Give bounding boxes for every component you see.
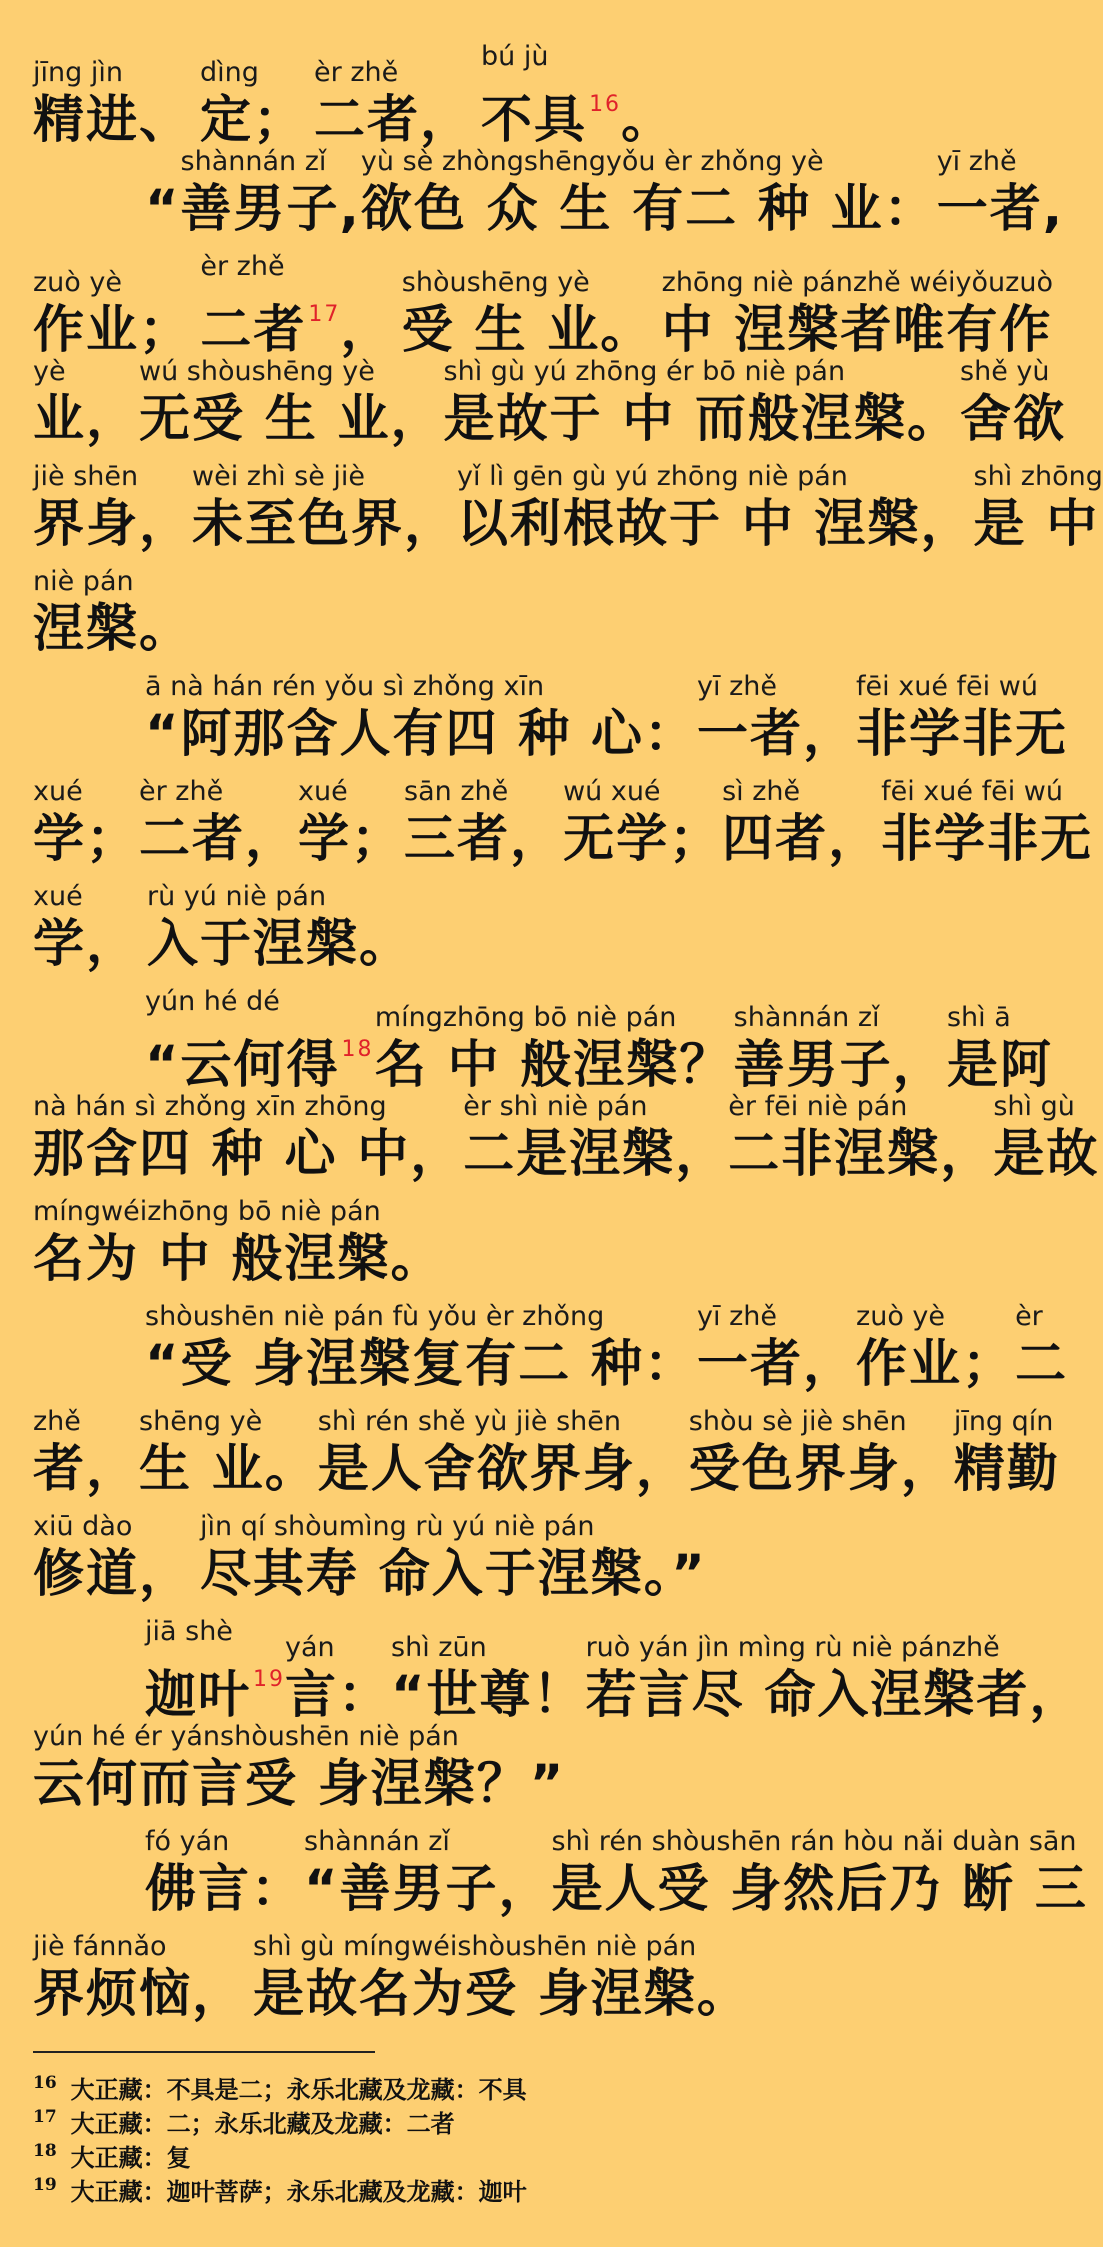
hanzi — [33, 1964, 245, 2026]
hanzi-text: 尽其寿 命入于涅槃。” — [200, 1545, 707, 1604]
hanzi-text: 学； — [298, 810, 405, 869]
footnote-marker[interactable]: 19 — [253, 1667, 286, 1692]
text-line — [145, 985, 1053, 1097]
hanzi — [463, 1124, 728, 1186]
footnote-text: 大正藏：二；永乐北藏及龙藏：二者 — [70, 2109, 455, 2138]
hanzi — [960, 389, 1066, 451]
hanzi-text: 生 业。 — [139, 1440, 318, 1499]
word-group — [947, 1001, 1053, 1097]
hanzi — [145, 1334, 697, 1396]
hanzi — [856, 1334, 1015, 1396]
word-group — [33, 880, 139, 976]
hanzi — [318, 1439, 689, 1501]
text-line — [145, 145, 1065, 241]
footnote-number: 17 — [33, 2107, 57, 2127]
pinyin: yī zhě — [697, 671, 777, 702]
word-group — [139, 775, 298, 871]
word-group — [304, 1825, 552, 1921]
word-group — [285, 1631, 391, 1727]
hanzi-text: 二者， — [314, 91, 474, 150]
pinyin: yè — [33, 356, 66, 387]
pinyin: yán — [285, 1632, 335, 1663]
hanzi — [145, 179, 181, 241]
hanzi-text: 二者 — [200, 301, 307, 360]
hanzi — [954, 1439, 1060, 1501]
pinyin: shì rén shòushēn rán hòu nǎi duàn sān — [551, 1826, 1077, 1857]
hanzi-text: 修道， — [33, 1545, 193, 1604]
pinyin: dìng — [200, 57, 259, 88]
hanzi-text: 是故于 中 而般涅槃。 — [443, 390, 961, 449]
hanzi-text: 舍欲 — [960, 390, 1067, 449]
pinyin: wú xué — [563, 776, 661, 807]
pinyin: yǐ lì gēn gù yú zhōng niè pán — [457, 461, 848, 492]
word-group — [728, 1090, 993, 1186]
word-group — [145, 670, 697, 766]
text-line — [33, 250, 1053, 362]
word-group — [33, 1195, 444, 1291]
word-group — [145, 1825, 304, 1921]
word-group — [563, 775, 722, 871]
hanzi-text: 不具 — [481, 91, 588, 150]
hanzi-text: 受色界身， — [688, 1440, 954, 1499]
hanzi-text: 界身， — [33, 495, 193, 554]
pinyin: xué — [33, 776, 83, 807]
hanzi-text: 二非涅槃， — [728, 1125, 994, 1184]
word-group — [145, 985, 374, 1097]
hanzi — [563, 809, 722, 871]
word-group — [318, 1405, 689, 1501]
hanzi-text: “云何得 — [145, 1036, 340, 1095]
word-group — [586, 1631, 1083, 1727]
hanzi — [200, 284, 393, 362]
pinyin: jīng jìn — [33, 57, 123, 88]
hanzi-text: “阿那含人有四 种 心： — [145, 705, 698, 764]
text-line — [145, 1615, 1083, 1727]
footnote-marker[interactable]: 18 — [341, 1037, 374, 1062]
pinyin: sì zhě — [722, 776, 801, 807]
hanzi-text: 是故 — [993, 1125, 1100, 1184]
pinyin: èr shì niè pán — [463, 1091, 648, 1122]
word-group — [145, 1615, 285, 1727]
hanzi — [145, 1019, 374, 1097]
word-group — [697, 670, 856, 766]
text-line — [33, 1720, 1053, 1816]
hanzi-text: 言： — [285, 1666, 392, 1725]
word-group — [139, 1405, 318, 1501]
footnote-number: 19 — [33, 2175, 57, 2195]
pinyin: zhě — [33, 1406, 81, 1437]
hanzi — [33, 300, 192, 362]
hanzi — [139, 1439, 318, 1501]
word-group — [33, 1510, 192, 1606]
hanzi-text: 是人受 身然后乃 断 三 — [551, 1860, 1088, 1919]
pinyin: nà hán sì zhǒng xīn zhōng — [33, 1091, 387, 1122]
word-group — [33, 266, 192, 362]
word-group — [881, 775, 1093, 871]
hanzi — [391, 1665, 586, 1727]
hanzi-text: 名为 中 般涅槃。 — [33, 1230, 444, 1289]
pinyin: yī zhě — [697, 1301, 777, 1332]
pinyin: èr fēi niè pán — [728, 1091, 908, 1122]
hanzi-text: 一者, — [936, 180, 1065, 239]
hanzi-text: 受 生 业。 — [401, 301, 654, 360]
hanzi-text: 善男子， — [733, 1036, 946, 1095]
pinyin: fēi xué fēi wú — [856, 671, 1038, 702]
text-line — [145, 1300, 1069, 1396]
word-group — [697, 1300, 856, 1396]
hanzi — [402, 300, 654, 362]
word-group — [960, 355, 1066, 451]
hanzi-text: 善男子, — [180, 180, 361, 239]
hanzi-text: 三者， — [404, 810, 564, 869]
pinyin: sān zhě — [404, 776, 509, 807]
hanzi — [33, 494, 192, 556]
word-group — [457, 460, 974, 556]
hanzi-text: 是人舍欲界身， — [317, 1440, 689, 1499]
pinyin: xué — [33, 881, 83, 912]
hanzi — [552, 1859, 1088, 1921]
footnote-divider — [33, 2051, 375, 2053]
footnote-text: 大正藏：复 — [70, 2143, 191, 2172]
text-line — [33, 880, 1053, 976]
hanzi — [722, 809, 881, 871]
hanzi — [947, 1035, 1053, 1097]
hanzi — [993, 1124, 1099, 1186]
hanzi — [200, 90, 306, 152]
hanzi — [304, 1859, 552, 1921]
hanzi — [734, 1035, 946, 1097]
text-line — [33, 355, 1067, 451]
word-group — [253, 1930, 750, 2026]
hanzi-text: 二 — [1015, 1335, 1069, 1394]
pinyin: zuò yè — [856, 1301, 946, 1332]
hanzi — [33, 599, 192, 661]
hanzi — [200, 1544, 707, 1606]
hanzi — [139, 809, 298, 871]
pinyin: shì ā — [946, 1002, 1011, 1033]
text-line — [33, 1930, 1053, 2026]
hanzi-text: 无受 生 业， — [139, 390, 444, 449]
pinyin: jiè shēn — [33, 461, 139, 492]
word-group — [298, 775, 404, 871]
word-group — [552, 1825, 1088, 1921]
word-group — [200, 56, 306, 152]
word-group — [689, 1405, 954, 1501]
pinyin: shòushēn niè pán fù yǒu èr zhǒng — [145, 1301, 605, 1332]
word-group — [444, 355, 961, 451]
hanzi-text: 未至色界， — [192, 495, 458, 554]
word-group — [1015, 1300, 1068, 1396]
word-group — [200, 1510, 707, 1606]
pinyin: xiū dào — [33, 1511, 133, 1542]
hanzi — [662, 300, 1053, 362]
pinyin: shì zūn — [391, 1632, 487, 1663]
hanzi-text: 精勤 — [953, 1440, 1060, 1499]
hanzi-text: 者， — [33, 1440, 140, 1499]
footnote-text: 大正藏：不具是二；永乐北藏及龙藏：不具 — [70, 2075, 527, 2104]
hanzi — [298, 809, 404, 871]
word-group — [361, 145, 937, 241]
pinyin: shì zhōng — [973, 461, 1103, 492]
hanzi-text: 迦叶 — [145, 1666, 252, 1725]
punctuation: 。 — [621, 91, 675, 150]
hanzi-text: “世尊！ — [391, 1666, 586, 1725]
text-line — [33, 1195, 1053, 1291]
pinyin: fó yán — [145, 1826, 230, 1857]
hanzi — [586, 1665, 1083, 1727]
footnote-marker[interactable]: 17 — [308, 302, 341, 327]
hanzi — [192, 494, 457, 556]
pinyin: shòushēng yè — [401, 267, 590, 298]
hanzi-text: “受 身涅槃复有二 种： — [145, 1335, 698, 1394]
footnote-number: 18 — [33, 2141, 57, 2161]
hanzi-text: 作业； — [33, 301, 193, 360]
pinyin: yún hé ér yánshòushēn niè pán — [33, 1721, 459, 1752]
pinyin: yù sè zhòngshēngyǒu èr zhǒng yè — [360, 146, 824, 177]
hanzi-text: 作业； — [856, 1335, 1016, 1394]
word-group — [722, 775, 881, 871]
pinyin: zuò yè — [33, 267, 122, 298]
hanzi — [145, 1859, 304, 1921]
pinyin: zhōng niè pánzhě wéiyǒuzuò — [661, 267, 1053, 298]
punctuation: ， — [340, 301, 394, 360]
word-group — [954, 1405, 1060, 1501]
hanzi — [253, 1964, 750, 2026]
text-line — [33, 775, 1094, 871]
pinyin: shòu sè jiè shēn — [688, 1406, 907, 1437]
word-group — [192, 460, 457, 556]
hanzi — [145, 1649, 285, 1727]
hanzi-text: 非学非无 — [881, 810, 1094, 869]
word-group — [139, 355, 444, 451]
word-group — [147, 880, 412, 976]
word-group — [145, 1300, 697, 1396]
word-group — [314, 56, 473, 152]
text-line — [145, 1825, 1088, 1921]
hanzi — [147, 914, 412, 976]
pinyin: shēng yè — [139, 1406, 263, 1437]
hanzi-text: 佛言： — [145, 1860, 305, 1919]
hanzi-text: 业， — [33, 390, 140, 449]
hanzi — [139, 389, 444, 451]
hanzi-text: 无学； — [563, 810, 723, 869]
hanzi — [856, 704, 1068, 766]
pinyin: míngzhōng bō niè pán — [374, 1002, 677, 1033]
pinyin: jiā shè — [145, 1616, 233, 1647]
hanzi-text: “善男子， — [304, 1860, 552, 1919]
hanzi-text: 一者， — [697, 1335, 857, 1394]
pinyin: shì rén shě yù jiè shēn — [317, 1406, 622, 1437]
word-group — [404, 775, 563, 871]
hanzi — [689, 1439, 954, 1501]
hanzi-text: 四者， — [722, 810, 882, 869]
text-line — [33, 1090, 1100, 1186]
pinyin: shì gù yú zhōng ér bō niè pán — [443, 356, 846, 387]
hanzi-text: 定； — [200, 91, 307, 150]
hanzi-text: 那含四 种 心 中， — [33, 1125, 464, 1184]
hanzi — [33, 1754, 565, 1816]
text-line — [33, 460, 1103, 556]
hanzi — [33, 90, 192, 152]
pinyin: fēi xué fēi wú — [881, 776, 1063, 807]
word-group — [856, 670, 1068, 766]
hanzi — [697, 1334, 856, 1396]
hanzi — [33, 914, 139, 976]
hanzi-text: 是故名为受 身涅槃。 — [253, 1965, 750, 2024]
pinyin: shě yù — [960, 356, 1050, 387]
word-group — [402, 266, 654, 362]
pinyin: èr zhě — [314, 57, 399, 88]
text-line — [33, 1510, 1053, 1606]
word-group — [33, 460, 192, 556]
text-line — [33, 1405, 1060, 1501]
hanzi-text: 以利根故于 中 涅槃， — [457, 495, 974, 554]
hanzi-text: 界烦恼， — [33, 1965, 246, 2024]
pinyin: rù yú niè pán — [147, 881, 327, 912]
hanzi — [481, 74, 674, 152]
hanzi — [697, 704, 856, 766]
hanzi — [375, 1035, 733, 1097]
pinyin: shànnán zǐ — [180, 146, 327, 177]
hanzi-text: “ — [145, 180, 181, 239]
word-group — [463, 1090, 728, 1186]
hanzi — [181, 179, 361, 241]
word-group — [662, 266, 1053, 362]
word-group — [33, 565, 192, 661]
word-group — [200, 250, 393, 362]
hanzi — [1015, 1334, 1068, 1396]
pinyin: wú shòushēng yè — [139, 356, 375, 387]
pinyin: wèi zhì sè jiè — [192, 461, 366, 492]
pinyin: bú jù — [481, 41, 549, 72]
hanzi-text: 非学非无 — [856, 705, 1069, 764]
footnote-marker[interactable]: 16 — [589, 92, 622, 117]
pinyin: xué — [298, 776, 348, 807]
word-group — [33, 1930, 245, 2026]
hanzi-text: 入于涅槃。 — [147, 915, 413, 974]
pinyin: shì gù — [993, 1091, 1075, 1122]
hanzi-text: 一者， — [697, 705, 857, 764]
word-group — [33, 1090, 463, 1186]
word-group — [391, 1631, 586, 1727]
hanzi — [285, 1665, 391, 1727]
hanzi — [937, 179, 1064, 241]
hanzi-text: 精进、 — [33, 91, 193, 150]
hanzi-text: 若言尽 命入涅槃者， — [585, 1666, 1083, 1725]
pinyin: niè pán — [33, 566, 134, 597]
hanzi — [881, 809, 1093, 871]
hanzi — [33, 1229, 444, 1291]
word-group — [937, 145, 1064, 241]
hanzi — [33, 389, 139, 451]
word-group — [181, 145, 361, 241]
hanzi — [404, 809, 563, 871]
hanzi-text: 涅槃。 — [33, 600, 193, 659]
hanzi — [33, 809, 139, 871]
hanzi-text: 学， — [33, 915, 140, 974]
word-group — [33, 1405, 139, 1501]
word-group — [734, 1001, 946, 1097]
word-group — [375, 1001, 733, 1097]
word-group — [33, 775, 139, 871]
pinyin: míngwéizhōng bō niè pán — [33, 1196, 381, 1227]
word-group — [33, 1720, 565, 1816]
hanzi — [314, 90, 473, 152]
pinyin: shànnán zǐ — [733, 1002, 880, 1033]
hanzi — [33, 1544, 192, 1606]
pinyin: yún hé dé — [145, 986, 280, 1017]
pinyin: jiè fánnǎo — [33, 1931, 167, 1962]
pinyin: ruò yán jìn mìng rù niè pánzhě — [585, 1632, 1000, 1663]
hanzi — [33, 1439, 139, 1501]
hanzi-text: 是阿 — [946, 1036, 1053, 1095]
pinyin: yī zhě — [936, 146, 1017, 177]
pinyin: ā nà hán rén yǒu sì zhǒng xīn — [145, 671, 545, 702]
hanzi-text: 欲色 众 生 有二 种 业： — [360, 180, 937, 239]
pinyin: shì gù míngwéishòushēn niè pán — [253, 1931, 697, 1962]
text-line — [33, 565, 1053, 661]
word-group — [481, 40, 674, 152]
word-group — [33, 56, 192, 152]
hanzi — [457, 494, 974, 556]
word-group — [974, 460, 1103, 556]
pinyin: jìn qí shòumìng rù yú niè pán — [200, 1511, 595, 1542]
word-group — [145, 145, 181, 241]
hanzi — [974, 494, 1100, 556]
hanzi — [33, 1124, 463, 1186]
hanzi-text: 二是涅槃， — [463, 1125, 729, 1184]
text-line — [145, 670, 1069, 766]
hanzi — [444, 389, 961, 451]
text-line — [33, 40, 1053, 152]
pinyin: jīng qín — [953, 1406, 1054, 1437]
hanzi-text: 中 涅槃者唯有作 — [661, 301, 1053, 360]
hanzi — [728, 1124, 993, 1186]
hanzi — [145, 704, 697, 766]
footnote — [33, 2168, 527, 2209]
footnote-number: 16 — [33, 2073, 57, 2093]
hanzi-text: 二者， — [139, 810, 299, 869]
hanzi-text: 学； — [33, 810, 140, 869]
hanzi-text: 名 中 般涅槃？ — [374, 1036, 733, 1095]
pinyin: èr zhě — [139, 776, 224, 807]
footnote-text: 大正藏：迦叶菩萨；永乐北藏及龙藏：迦叶 — [70, 2177, 527, 2206]
word-group — [33, 355, 139, 451]
pinyin: èr — [1015, 1301, 1043, 1332]
hanzi-text: 云何而言受 身涅槃？” — [33, 1755, 566, 1814]
pinyin: èr zhě — [200, 251, 285, 282]
word-group — [993, 1090, 1099, 1186]
pinyin: shànnán zǐ — [304, 1826, 450, 1857]
word-group — [856, 1300, 1015, 1396]
hanzi — [361, 179, 937, 241]
hanzi-text: 是 中 — [973, 495, 1100, 554]
